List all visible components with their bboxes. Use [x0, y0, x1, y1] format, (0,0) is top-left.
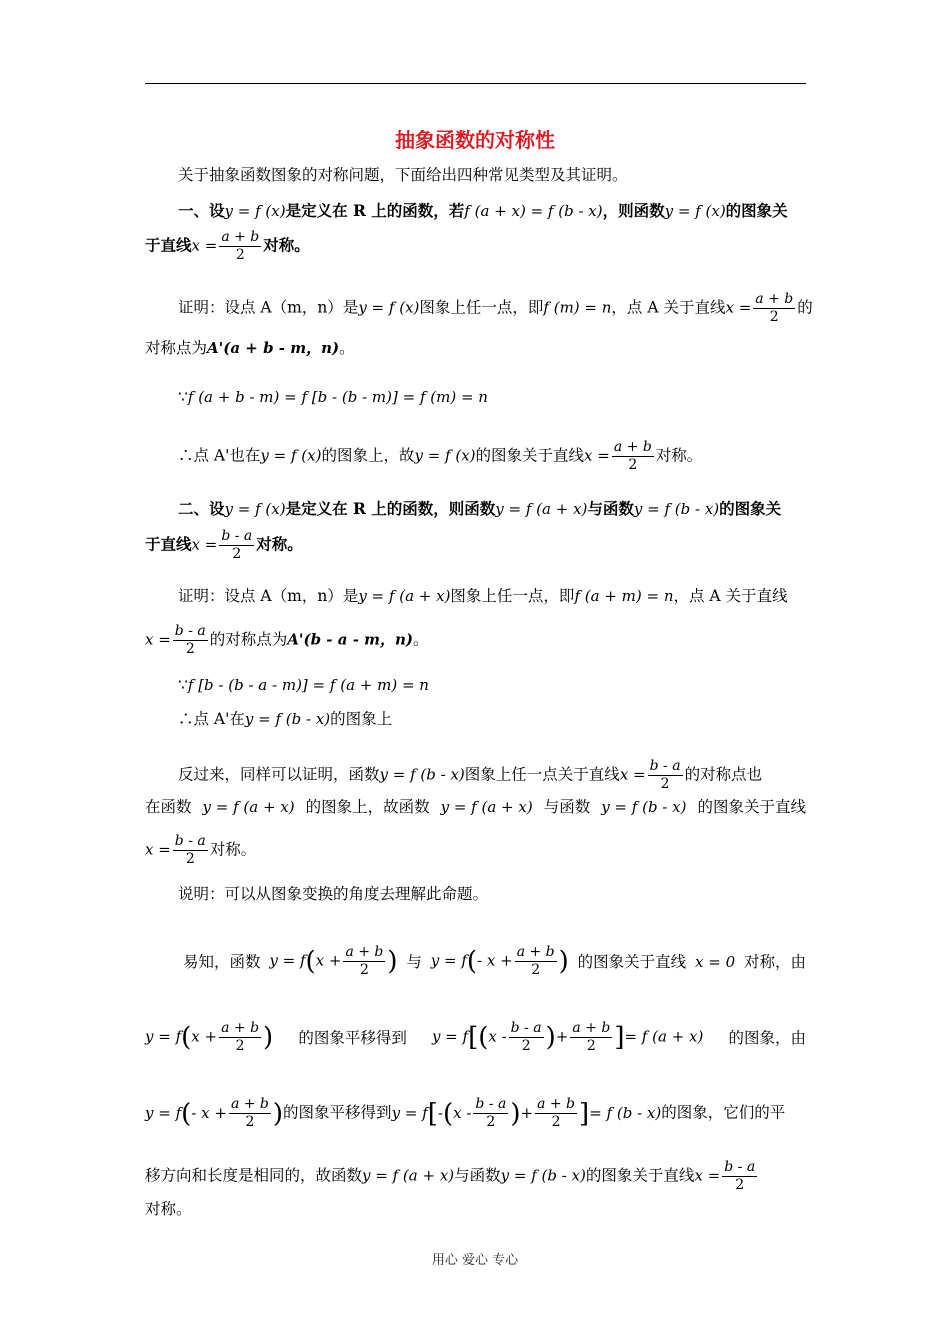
section1-line2: 于直线x = $\frac{a + b}{2}$ 对称。 — [145, 229, 310, 263]
proof2-line2: x = $\frac{b - a}{2}$ 的对称点为A'(b - a - m，n)。 — [145, 623, 429, 657]
converse-line2: 在函数 y = f (a + x) 的图象上，故函数 y = f (a + x) 与函数 y = f (b - x) 的图象关于直线 — [145, 798, 806, 816]
fraction: $\frac{a + b}{2}$ — [230, 1096, 269, 1130]
explain-line3: y = f(- x + $\frac{a + b}{2}$ )的图象平移得到y = f[-(x - $\frac{b - a}{2}$ )+ $\frac{a + b}{2}$ ]= f (b - x)的图象，它们的平 — [145, 1096, 786, 1130]
fraction: $\frac{a + b}{2}$ — [221, 229, 260, 263]
section2-line2: 于直线x = $\frac{b - a}{2}$ 对称。 — [145, 528, 303, 562]
proof2-since: ∵f [b - (b - a - m)] = f (a + m) = n — [178, 676, 429, 694]
fraction: $\frac{b - a}{2}$ — [724, 1159, 756, 1193]
proof2-line1: 证明：设点 A（m，n）是y = f (a + x)图象上任一点，即f (a + m) = n，点 A 关于直线 — [178, 587, 788, 605]
page-footer: 用心 爱心 专心 — [431, 1253, 519, 1268]
explain-line5: 对称。 — [145, 1200, 192, 1218]
fraction: $\frac{b - a}{2}$ — [174, 833, 206, 867]
document-title: 抽象函数的对称性 — [395, 128, 555, 152]
fraction: $\frac{a + b}{2}$ — [572, 1020, 611, 1054]
converse-line3: x = $\frac{b - a}{2}$ 对称。 — [145, 833, 257, 867]
explain-line2: y = f(x + $\frac{a + b}{2}$ ) 的图象平移得到 y = f[(x - $\frac{b - a}{2}$ )+ $\frac{a + b}{2}$ ]= f (a + x) 的图象，由 — [145, 1020, 806, 1054]
intro-paragraph: 关于抽象函数图象的对称问题，下面给出四种常见类型及其证明。 — [178, 166, 628, 184]
fraction: $\frac{a + b}{2}$ — [537, 1096, 576, 1130]
fraction: $\frac{b - a}{2}$ — [649, 758, 681, 792]
math: f (a + x) = f (b - x) — [464, 202, 603, 220]
note-paragraph: 说明：可以从图象变换的角度去理解此命题。 — [178, 885, 489, 903]
proof1-therefore: ∴点 A'也在y = f (x)的图象上，故y = f (x)的图象关于直线x = $\frac{a + b}{2}$ 对称。 — [178, 439, 703, 473]
fraction: $\frac{b - a}{2}$ — [221, 528, 253, 562]
fraction: $\frac{a + b}{2}$ — [755, 291, 794, 325]
proof1-line1: 证明：设点 A（m，n）是y = f (x)图象上任一点，即f (m) = n，点 A 关于直线x = $\frac{a + b}{2}$ 的 — [178, 291, 813, 325]
math: y = f (x) — [664, 202, 726, 220]
math: y = f (x) — [224, 202, 286, 220]
fraction: $\frac{a + b}{2}$ — [221, 1020, 260, 1054]
converse-line1: 反过来，同样可以证明，函数y = f (b - x)图象上任一点关于直线x = $\frac{b - a}{2}$ 的对称点也 — [178, 758, 763, 792]
fraction: $\frac{a + b}{2}$ — [516, 944, 555, 978]
fraction: $\frac{a + b}{2}$ — [345, 944, 384, 978]
fraction: $\frac{b - a}{2}$ — [510, 1020, 542, 1054]
fraction: $\frac{b - a}{2}$ — [475, 1096, 507, 1130]
proof1-since: ∵f (a + b - m) = f [b - (b - m)] = f (m) = n — [178, 388, 488, 406]
explain-line4: 移方向和长度是相同的，故函数y = f (a + x)与函数y = f (b - x)的图象关于直线x = $\frac{b - a}{2}$ — [145, 1159, 756, 1193]
fraction: $\frac{b - a}{2}$ — [174, 623, 206, 657]
explain-line1: 易知，函数 y = f(x + $\frac{a + b}{2}$ ) 与 y = f(- x + $\frac{a + b}{2}$ ) 的图象关于直线 x = 0 对称，由 — [183, 944, 806, 978]
header-rule — [145, 83, 806, 84]
section1-line1: 一、设y = f (x)是定义在 R 上的函数，若f (a + x) = f (b - x)，则函数y = f (x)的图象关 — [178, 201, 788, 220]
proof2-therefore: ∴点 A'在y = f (b - x)的图象上 — [178, 710, 393, 728]
fraction: $\frac{a + b}{2}$ — [613, 439, 652, 473]
proof1-line2: 对称点为A'(a + b - m，n)。 — [145, 339, 355, 357]
section2-line1: 二、设y = f (x)是定义在 R 上的函数，则函数y = f (a + x)与函数y = f (b - x)的图象关 — [178, 499, 782, 518]
